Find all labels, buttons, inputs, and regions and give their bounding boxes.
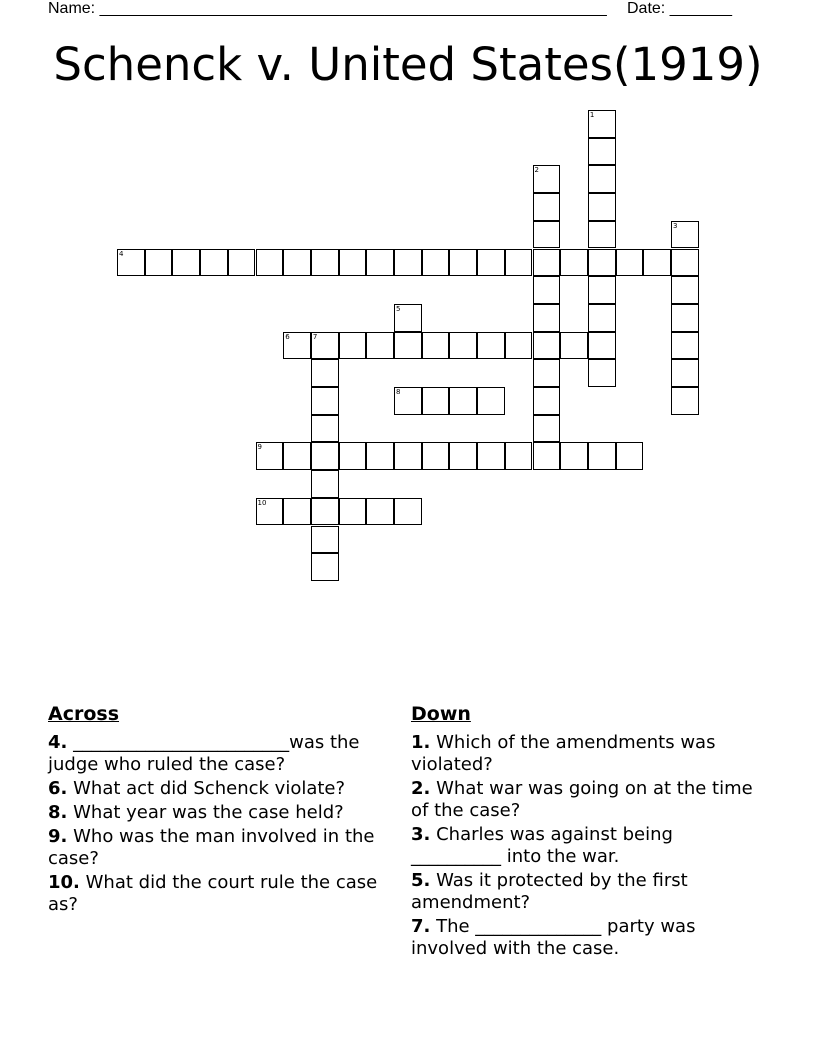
grid-cell[interactable] <box>533 387 561 415</box>
grid-cell[interactable] <box>449 387 477 415</box>
clue-text: Was it protected by the first amendment? <box>411 870 688 913</box>
grid-cell[interactable] <box>505 249 533 277</box>
grid-cell[interactable] <box>449 332 477 360</box>
grid-cell[interactable] <box>560 332 588 360</box>
grid-cell[interactable] <box>588 138 616 166</box>
grid-cell[interactable] <box>311 470 339 498</box>
clue-number: 4. <box>48 732 68 753</box>
clue-text: Charles was against being __________ into the war. <box>411 824 673 867</box>
clue-text: Which of the amendments was violated? <box>411 732 716 775</box>
clue-text: What war was going on at the time of the case? <box>411 778 753 821</box>
grid-cell[interactable] <box>588 276 616 304</box>
grid-cell[interactable] <box>533 193 561 221</box>
clue-text: The ______________ party was involved with the case. <box>411 916 696 959</box>
grid-cell[interactable] <box>505 442 533 470</box>
grid-cell[interactable] <box>311 553 339 581</box>
grid-cell[interactable] <box>477 332 505 360</box>
cell-number: 1 <box>589 111 595 119</box>
grid-cell[interactable] <box>588 193 616 221</box>
grid-cell[interactable] <box>256 442 284 470</box>
grid-cell[interactable] <box>560 442 588 470</box>
cell-number: 10 <box>257 498 267 507</box>
grid-cell[interactable] <box>477 442 505 470</box>
clue-down-5 <box>411 870 756 914</box>
grid-cell[interactable] <box>449 442 477 470</box>
clue-number: 1. <box>411 732 431 753</box>
grid-cell[interactable] <box>366 442 394 470</box>
across-clues <box>48 702 393 918</box>
clue-down-1 <box>411 732 756 776</box>
grid-cell[interactable] <box>616 249 644 277</box>
name-field[interactable]: Name: _________________________________________________________ <box>48 0 607 17</box>
clue-number: 5. <box>411 870 431 891</box>
grid-cell[interactable] <box>339 249 367 277</box>
grid-cell[interactable] <box>228 249 256 277</box>
grid-cell[interactable] <box>394 387 422 415</box>
grid-cell[interactable] <box>200 249 228 277</box>
grid-cell[interactable] <box>283 442 311 470</box>
grid-cell[interactable] <box>311 442 339 470</box>
grid-cell[interactable] <box>671 332 699 360</box>
grid-cell[interactable] <box>283 498 311 526</box>
grid-cell[interactable] <box>533 304 561 332</box>
clue-text: What act did Schenck violate? <box>73 778 346 799</box>
cell-number: 5 <box>396 304 401 313</box>
grid-cell[interactable] <box>533 165 561 193</box>
clue-down-7 <box>411 916 756 960</box>
grid-cell[interactable] <box>366 332 394 360</box>
clue-across-9 <box>48 826 393 870</box>
grid-cell[interactable] <box>588 304 616 332</box>
grid-cell[interactable] <box>588 332 616 360</box>
grid-cell[interactable] <box>477 249 505 277</box>
grid-cell[interactable] <box>283 249 311 277</box>
grid-cell[interactable] <box>339 498 367 526</box>
grid-cell[interactable] <box>311 415 339 443</box>
grid-cell[interactable] <box>671 387 699 415</box>
grid-cell[interactable] <box>394 304 422 332</box>
clue-number: 8. <box>48 802 68 823</box>
grid-cell[interactable] <box>311 249 339 277</box>
cell-number: 6 <box>285 332 290 341</box>
date-field[interactable]: Date: _______ <box>627 0 732 17</box>
page-title: Schenck v. United States(1919) <box>53 38 763 91</box>
clue-text: What year was the case held? <box>73 802 344 823</box>
grid-cell[interactable] <box>394 498 422 526</box>
down-clues <box>411 702 756 962</box>
grid-cell[interactable] <box>311 498 339 526</box>
grid-cell[interactable] <box>422 387 450 415</box>
grid-cell[interactable] <box>533 249 561 277</box>
clue-across-4 <box>48 732 393 776</box>
clue-down-2 <box>411 778 756 822</box>
clue-number: 6. <box>48 778 68 799</box>
grid-cell[interactable] <box>588 442 616 470</box>
grid-cell[interactable] <box>366 249 394 277</box>
grid-cell[interactable] <box>394 332 422 360</box>
cell-number: 2 <box>534 166 539 175</box>
down-heading: Down <box>411 703 471 725</box>
grid-cell[interactable] <box>588 165 616 193</box>
grid-cell[interactable] <box>283 332 311 360</box>
grid-cell[interactable] <box>256 498 284 526</box>
grid-cell[interactable] <box>671 221 699 249</box>
grid-cell[interactable] <box>505 332 533 360</box>
grid-cell[interactable] <box>560 249 588 277</box>
grid-cell[interactable] <box>394 249 422 277</box>
grid-cell[interactable] <box>422 249 450 277</box>
grid-cell[interactable] <box>533 415 561 443</box>
clue-text: ________________________was the judge who ruled the case? <box>48 732 360 775</box>
grid-cell[interactable] <box>256 249 284 277</box>
grid-cell[interactable] <box>588 249 616 277</box>
grid-cell[interactable] <box>671 304 699 332</box>
grid-cell[interactable] <box>588 359 616 387</box>
clue-number: 10. <box>48 872 80 893</box>
clue-number: 2. <box>411 778 431 799</box>
clue-across-8 <box>48 802 393 824</box>
clue-across-10 <box>48 872 393 916</box>
grid-cell[interactable] <box>533 221 561 249</box>
grid-cell[interactable] <box>311 332 339 360</box>
cell-number: 8 <box>396 388 401 396</box>
clue-text: Who was the man involved in the case? <box>48 826 375 869</box>
grid-cell[interactable] <box>533 276 561 304</box>
cell-number: 4 <box>119 249 124 258</box>
clue-number: 3. <box>411 824 431 845</box>
grid-cell[interactable] <box>311 387 339 415</box>
across-heading: Across <box>48 703 120 725</box>
grid-cell[interactable] <box>311 359 339 387</box>
grid-cell[interactable] <box>394 442 422 470</box>
grid-cell[interactable] <box>449 249 477 277</box>
clue-down-3 <box>411 824 756 868</box>
grid-cell[interactable] <box>422 332 450 360</box>
grid-cell[interactable] <box>588 110 616 138</box>
grid-cell[interactable] <box>477 387 505 415</box>
grid-cell[interactable] <box>339 332 367 360</box>
grid-cell[interactable] <box>422 442 450 470</box>
grid-cell[interactable] <box>616 442 644 470</box>
clue-text: What did the court rule the case as? <box>48 872 378 915</box>
cell-number: 3 <box>673 221 678 230</box>
clue-across-6 <box>48 778 393 800</box>
grid-cell[interactable] <box>366 498 394 526</box>
grid-cell[interactable] <box>671 249 699 277</box>
grid-cell[interactable] <box>145 249 173 277</box>
clue-number: 9. <box>48 826 68 847</box>
grid-cell[interactable] <box>643 249 671 277</box>
grid-cell[interactable] <box>588 221 616 249</box>
grid-cell[interactable] <box>533 359 561 387</box>
grid-cell[interactable] <box>339 442 367 470</box>
grid-cell[interactable] <box>172 249 200 277</box>
grid-cell[interactable] <box>533 332 561 360</box>
cell-number: 9 <box>257 443 262 452</box>
grid-cell[interactable] <box>533 442 561 470</box>
grid-cell[interactable] <box>671 359 699 387</box>
cell-number: 7 <box>312 332 318 341</box>
grid-cell[interactable] <box>311 526 339 554</box>
grid-cell[interactable] <box>117 249 145 277</box>
grid-cell[interactable] <box>671 276 699 304</box>
clue-number: 7. <box>411 916 431 937</box>
